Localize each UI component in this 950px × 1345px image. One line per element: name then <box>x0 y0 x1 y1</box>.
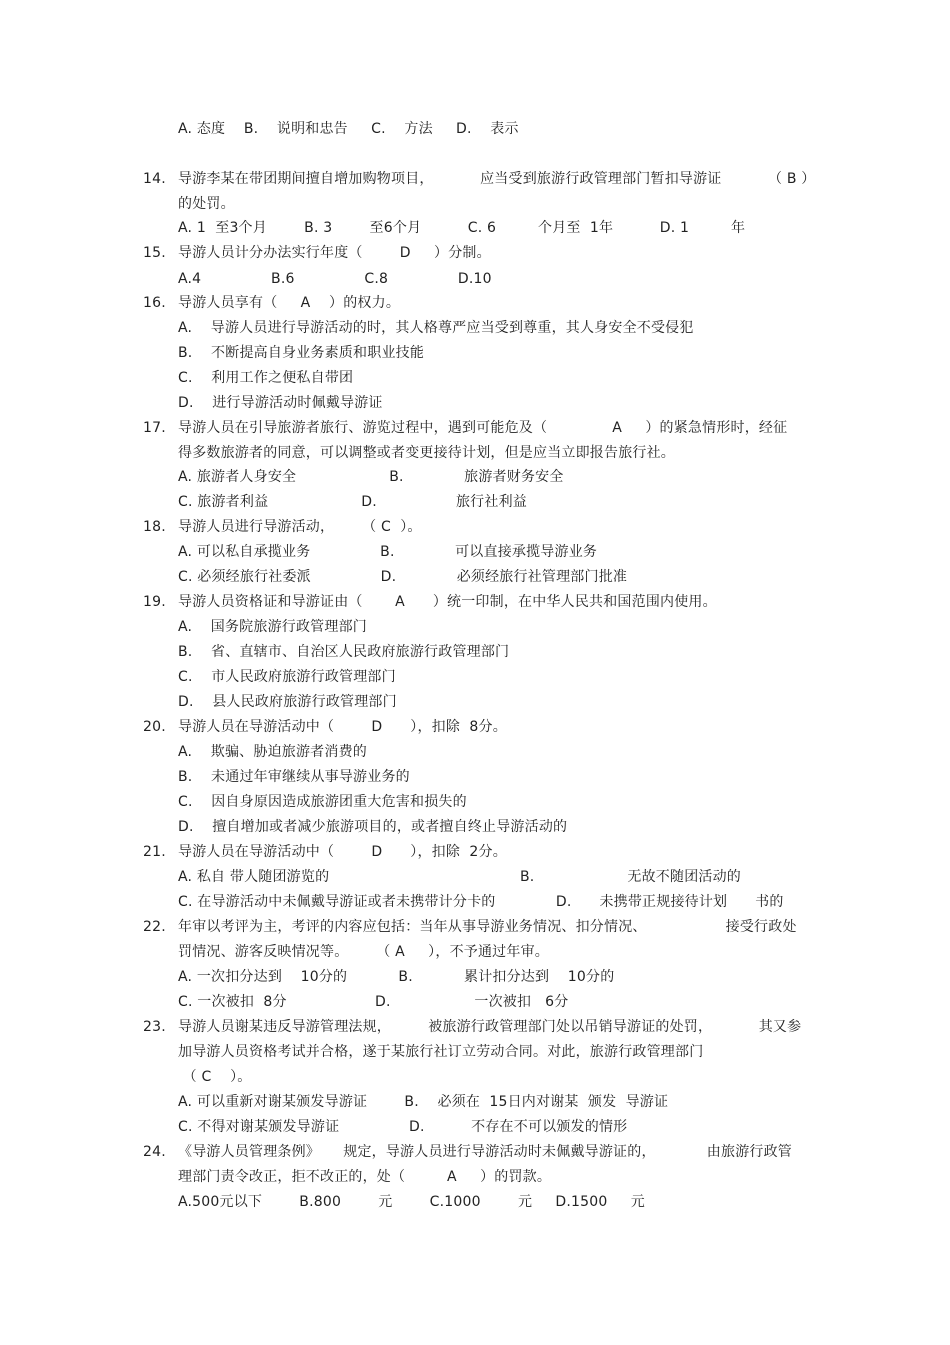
q16-option-a: A. 导游人员进行导游活动的时，其人格尊严应当受到尊重，其人身安全不受侵犯 <box>178 320 694 336</box>
q16-option-d: D. 进行导游活动时佩戴导游证 <box>178 395 383 411</box>
q19-number: 19. <box>143 594 166 610</box>
q24-text-line-1: 《导游人员管理条例》 规定，导游人员进行导游活动时未佩戴导游证的， 由旅游行政管 <box>178 1144 793 1160</box>
q17-options-ab: A. 旅游者人身安全 B. 旅游者财务安全 <box>178 469 564 485</box>
q24-options: A.500元以下 B.800 元 C.1000 元 D.1500 元 <box>178 1194 645 1210</box>
q24-text-line-2: 理部门责令改正，拒不改正的，处（ A ）的罚款。 <box>178 1169 552 1185</box>
q20-option-b: B. 未通过年审继续从事导游业务的 <box>178 769 410 785</box>
q21-options-ab: A. 私自 带人随团游览的 B. 无故不随团活动的 <box>178 869 741 885</box>
q15-number: 15. <box>143 245 166 261</box>
q19-option-c: C. 市人民政府旅游行政管理部门 <box>178 669 396 685</box>
q22-text-line-2: 罚情况、游客反映情况等。 （ A ），不予通过年审。 <box>178 944 549 960</box>
q18-options-ab: A. 可以私自承揽业务 B. 可以直接承揽导游业务 <box>178 544 598 560</box>
q23-options-cd: C. 不得对谢某颁发导游证 D. 不存在不可以颁发的情形 <box>178 1119 628 1135</box>
q17-options-cd: C. 旅游者利益 D. 旅行社利益 <box>178 494 527 510</box>
q22-number: 22. <box>143 919 166 935</box>
q18-number: 18. <box>143 519 166 535</box>
q15-text: 导游人员计分办法实行年度（ D ）分制。 <box>178 245 491 261</box>
q17-text-line-1: 导游人员在引导旅游者旅行、游览过程中，遇到可能危及（ A ）的紧急情形时，经征 <box>178 420 788 436</box>
q23-text-line-1: 导游人员谢某违反导游管理法规， 被旅游行政管理部门处以吊销导游证的处罚， 其又参 <box>178 1019 802 1035</box>
q17-number: 17. <box>143 420 166 436</box>
q16-number: 16. <box>143 295 166 311</box>
q20-option-c: C. 因自身原因造成旅游团重大危害和损失的 <box>178 794 467 810</box>
q22-options-cd: C. 一次被扣 8分 D. 一次被扣 6分 <box>178 994 569 1010</box>
q14-text-line-1: 导游李某在带团期间擅自增加购物项目， 应当受到旅游行政管理部门暂扣导游证 （ B ） <box>178 171 816 187</box>
q18-text: 导游人员进行导游活动， （ C ）。 <box>178 519 422 535</box>
q20-number: 20. <box>143 719 166 735</box>
q16-text: 导游人员享有（ A ）的权力。 <box>178 295 401 311</box>
q20-option-a: A. 欺骗、胁迫旅游者消费的 <box>178 744 367 760</box>
q22-options-ab: A. 一次扣分达到 10分的 B. 累计扣分达到 10分的 <box>178 969 615 985</box>
q17-text-line-2: 得多数旅游者的同意，可以调整或者变更接待计划，但是应当立即报告旅行社。 <box>178 445 675 461</box>
q20-text: 导游人员在导游活动中（ D ），扣除 8分。 <box>178 719 507 735</box>
q19-option-b: B. 省、直辖市、自治区人民政府旅游行政管理部门 <box>178 644 510 660</box>
q22-text-line-1: 年审以考评为主，考评的内容应包括：当年从事导游业务情况、扣分情况、 接受行政处 <box>178 919 797 935</box>
q20-option-d: D. 擅自增加或者减少旅游项目的，或者擅自终止导游活动的 <box>178 819 568 835</box>
q23-text-line-3: （ C ）。 <box>178 1069 252 1085</box>
q16-option-c: C. 利用工作之便私自带团 <box>178 370 354 386</box>
q14-text-line-2: 的处罚。 <box>178 196 235 212</box>
q23-text-line-2: 加导游人员资格考试并合格，遂于某旅行社订立劳动合同。对此，旅游行政管理部门 <box>178 1044 704 1060</box>
q15-options: A.4 B.6 C.8 D.10 <box>178 271 492 287</box>
q21-text: 导游人员在导游活动中（ D ），扣除 2分。 <box>178 844 507 860</box>
q13-options: A. 态度 B. 说明和忠告 C. 方法 D. 表示 <box>178 121 519 137</box>
q14-number: 14. <box>143 171 166 187</box>
q24-number: 24. <box>143 1144 166 1160</box>
q18-options-cd: C. 必须经旅行社委派 D. 必须经旅行社管理部门批准 <box>178 569 628 585</box>
q16-option-b: B. 不断提高自身业务素质和职业技能 <box>178 345 425 361</box>
q23-options-ab: A. 可以重新对谢某颁发导游证 B. 必须在 15日内对谢某 颁发 导游证 <box>178 1094 669 1110</box>
q21-options-cd: C. 在导游活动中未佩戴导游证或者未携带计分卡的 D. 未携带正规接待计划 书的 <box>178 894 784 910</box>
q19-text: 导游人员资格证和导游证由（ A ）统一印制，在中华人民共和国范围内使用。 <box>178 594 717 610</box>
q19-option-d: D. 县人民政府旅游行政管理部门 <box>178 694 397 710</box>
q23-number: 23. <box>143 1019 166 1035</box>
q19-option-a: A. 国务院旅游行政管理部门 <box>178 619 367 635</box>
q21-number: 21. <box>143 844 166 860</box>
q14-options: A. 1 至3个月 B. 3 至6个月 C. 6 个月至 1年 D. 1 年 <box>178 220 746 236</box>
